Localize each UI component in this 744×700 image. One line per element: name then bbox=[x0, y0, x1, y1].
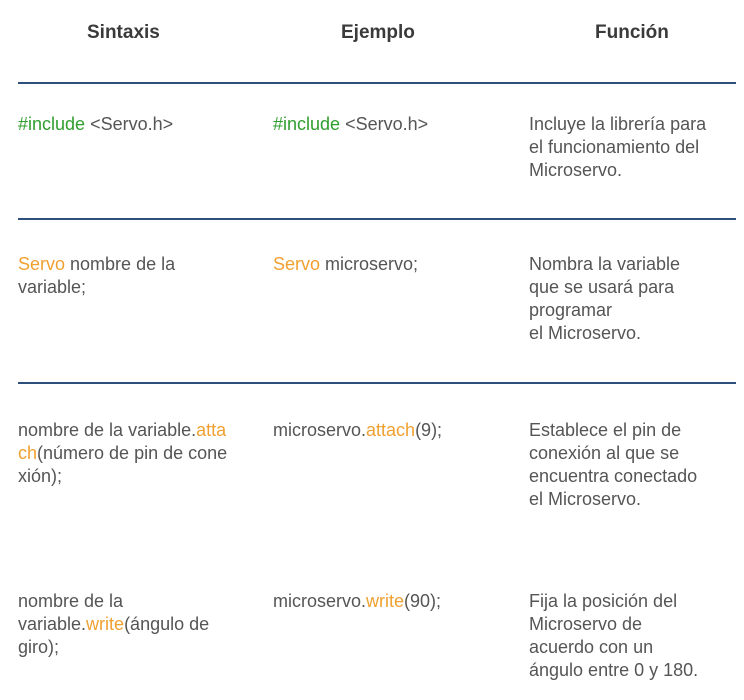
row-1-example-rest: <Servo.h> bbox=[340, 114, 429, 134]
divider bbox=[18, 382, 736, 384]
row-2-example-rest: microservo; bbox=[320, 254, 419, 274]
row-2-function: Nombra la variable que se usará para programar el Microservo. bbox=[529, 254, 681, 343]
row-4-example-method: write bbox=[366, 591, 405, 611]
row-1-function: Incluye la librería para el funcionamiento del Microservo. bbox=[529, 114, 707, 180]
row-3-syntax-prefix: nombre de la variable. bbox=[18, 420, 197, 440]
row-4-example-suffix: (90); bbox=[404, 591, 442, 611]
row-2-syntax-rest: nombre de la variable; bbox=[18, 254, 176, 297]
row-3-example-method: attach bbox=[366, 420, 416, 440]
row-4-function: Fija la posición del Microservo de acuerdo con un ángulo entre 0 y 180. bbox=[529, 591, 699, 680]
row-1-syntax bbox=[18, 113, 233, 136]
row-4-example bbox=[273, 590, 513, 613]
row-3-function: Establece el pin de conexión al que se encuentra conectado el Microservo. bbox=[529, 420, 698, 509]
row-3-syntax-method: attach bbox=[18, 420, 227, 463]
divider bbox=[18, 218, 736, 220]
row-3-syntax bbox=[18, 419, 228, 488]
row-2-example-keyword: Servo bbox=[273, 254, 321, 274]
table-header bbox=[0, 22, 744, 48]
row-3-example-suffix: (9); bbox=[415, 420, 443, 440]
row-1-syntax-rest: <Servo.h> bbox=[85, 114, 174, 134]
row-1-example bbox=[273, 113, 513, 136]
row-3-example bbox=[273, 419, 513, 442]
row-1-example-keyword: #include bbox=[273, 114, 341, 134]
header-syntax: Sintaxis bbox=[87, 22, 160, 43]
row-4-example-prefix: microservo. bbox=[273, 591, 367, 611]
row-2-example bbox=[273, 253, 513, 276]
row-4-syntax-prefix: nombre de la variable. bbox=[18, 591, 124, 634]
row-1-syntax-keyword: #include bbox=[18, 114, 86, 134]
row-2-syntax bbox=[18, 253, 218, 299]
row-3-example-prefix: microservo. bbox=[273, 420, 367, 440]
header-function: Función bbox=[595, 22, 669, 43]
row-4-syntax bbox=[18, 590, 228, 659]
row-4-syntax-method: write bbox=[86, 614, 125, 634]
divider bbox=[18, 82, 736, 84]
header-example: Ejemplo bbox=[341, 22, 415, 43]
row-2-syntax-keyword: Servo bbox=[18, 254, 66, 274]
row-3-syntax-suffix: (número de pin de conexión); bbox=[18, 443, 228, 486]
row-4-syntax-suffix: (ángulo de giro); bbox=[18, 614, 210, 657]
